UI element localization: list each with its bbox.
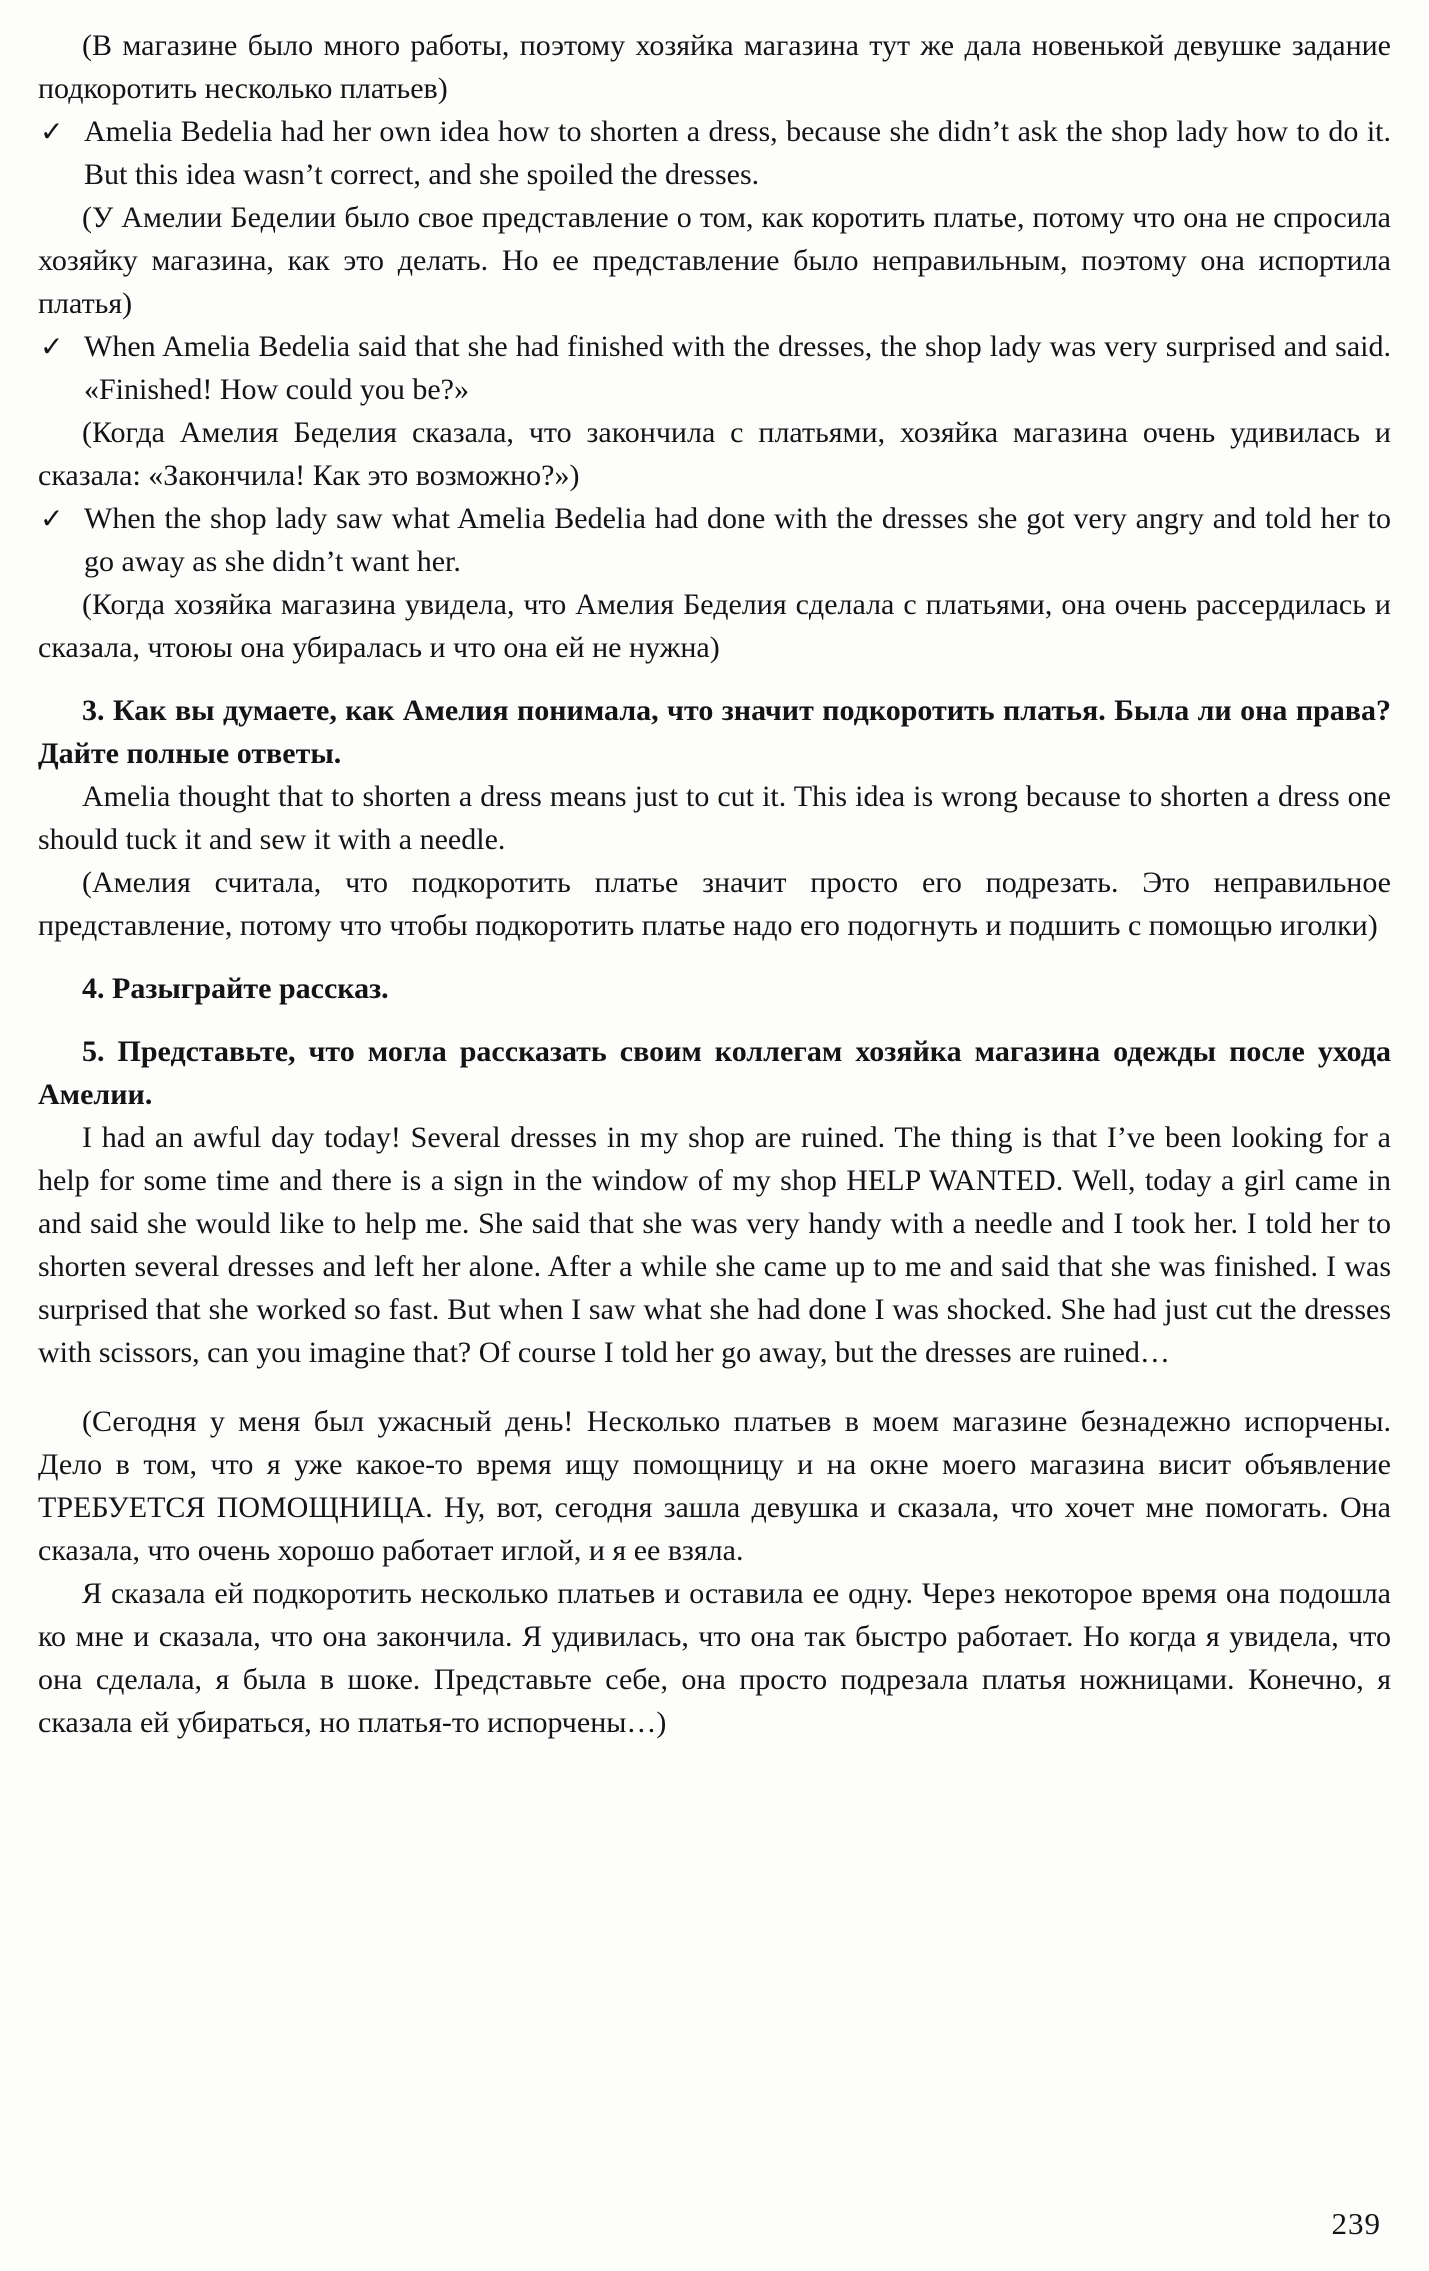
checkmark-icon: ✓ <box>40 115 64 148</box>
answer-check-item <box>38 497 1391 583</box>
task-heading-4: 4. Разыграйте рассказ. <box>82 972 389 1005</box>
task-heading-5: 5. Представьте, что могла рассказать своим коллегам хозяйка магазина одежды после ухода Амелии. <box>38 1035 1391 1111</box>
task-heading-3: 3. Как вы думаете, как Амелия понимала, что значит подкоротить платья. Была ли она права? Дайте полные ответы. <box>38 694 1391 770</box>
page-number: 239 <box>1331 2206 1381 2241</box>
ru-translation-paragraph: (У Амелии Беделии было свое представление о том, как коротить платье, потому что она не спросила хозяйку магазина, как это делать. Но ее представление было неправильным, поэтому она испортила платья) <box>38 201 1391 320</box>
ru-translation-paragraph: (В магазине было много работы, поэтому хозяйка магазина тут же дала новенькой девушке задание подкоротить несколько платьев) <box>38 29 1391 105</box>
check-item-text: When Amelia Bedelia said that she had finished with the dresses, the shop lady was very surprised and said. «Finished! How could you be?» <box>84 330 1391 406</box>
answer-check-item <box>38 325 1391 411</box>
ru-translation-paragraph: (Когда Амелия Беделия сказала, что закончила с платьями, хозяйка магазина очень удивилась и сказала: «Закончила! Как это возможно?») <box>38 416 1391 492</box>
en-answer-paragraph: Amelia thought that to shorten a dress means just to cut it. This idea is wrong because to shorten a dress one should tuck it and sew it with a needle. <box>38 780 1391 856</box>
ru-translation-paragraph: (Когда хозяйка магазина увидела, что Амелия Беделия сделала с платьями, она очень рассердилась и сказала, чтоюы она убиралась и что она ей не нужна) <box>38 588 1391 664</box>
ru-translation-paragraph: (Сегодня у меня был ужасный день! Несколько платьев в моем магазине безнадежно испорчены. Дело в том, что я уже какое-то время ищу помощницу и на окне моего магазина висит объявление ТРЕБУЕТСЯ ПОМОЩНИЦА. Ну, вот, сегодня зашла девушка и сказала, что хочет мне помогать. Она сказала, что очень хорошо работает иглой, и я ее взяла. <box>38 1405 1391 1567</box>
checkmark-icon: ✓ <box>40 330 64 363</box>
ru-translation-paragraph: Я сказала ей подкоротить несколько платьев и оставила ее одну. Через некоторое время она подошла ко мне и сказала, что она закончила. Я удивилась, что она так быстро работает. Но когда я увидела, что она сделала, я была в шоке. Представьте себе, она просто подрезала платья ножницами. Конечно, я сказала ей убираться, но платья-то испорчены…) <box>38 1577 1391 1739</box>
checkmark-icon: ✓ <box>40 502 64 535</box>
en-answer-paragraph: I had an awful day today! Several dresses in my shop are ruined. The thing is that I’ve been looking for a help for some time and there is a sign in the window of my shop HELP WANTED. Well, today a girl came in and said she would like to help me. She said that she was very handy with a needle and I took her. I told her to shorten several dresses and left her alone. After a while she came up to me and said that she was finished. I was surprised that she worked so fast. But when I saw what she had done I was shocked. She had just cut the dresses with scissors, can you imagine that? Of course I told her go away, but the dresses are ruined… <box>38 1121 1391 1369</box>
ru-translation-paragraph: (Амелия считала, что подкоротить платье значит просто его подрезать. Это неправильное представление, потому что чтобы подкоротить платье надо его подогнуть и подшить с помощью иголки) <box>38 866 1391 942</box>
check-item-text: When the shop lady saw what Amelia Bedelia had done with the dresses she got very angry and told her to go away as she didn’t want her. <box>84 502 1391 578</box>
check-item-text: Amelia Bedelia had her own idea how to shorten a dress, because she didn’t ask the shop lady how to do it. But this idea wasn’t correct, and she spoiled the dresses. <box>84 115 1391 191</box>
answer-check-item <box>38 110 1391 196</box>
